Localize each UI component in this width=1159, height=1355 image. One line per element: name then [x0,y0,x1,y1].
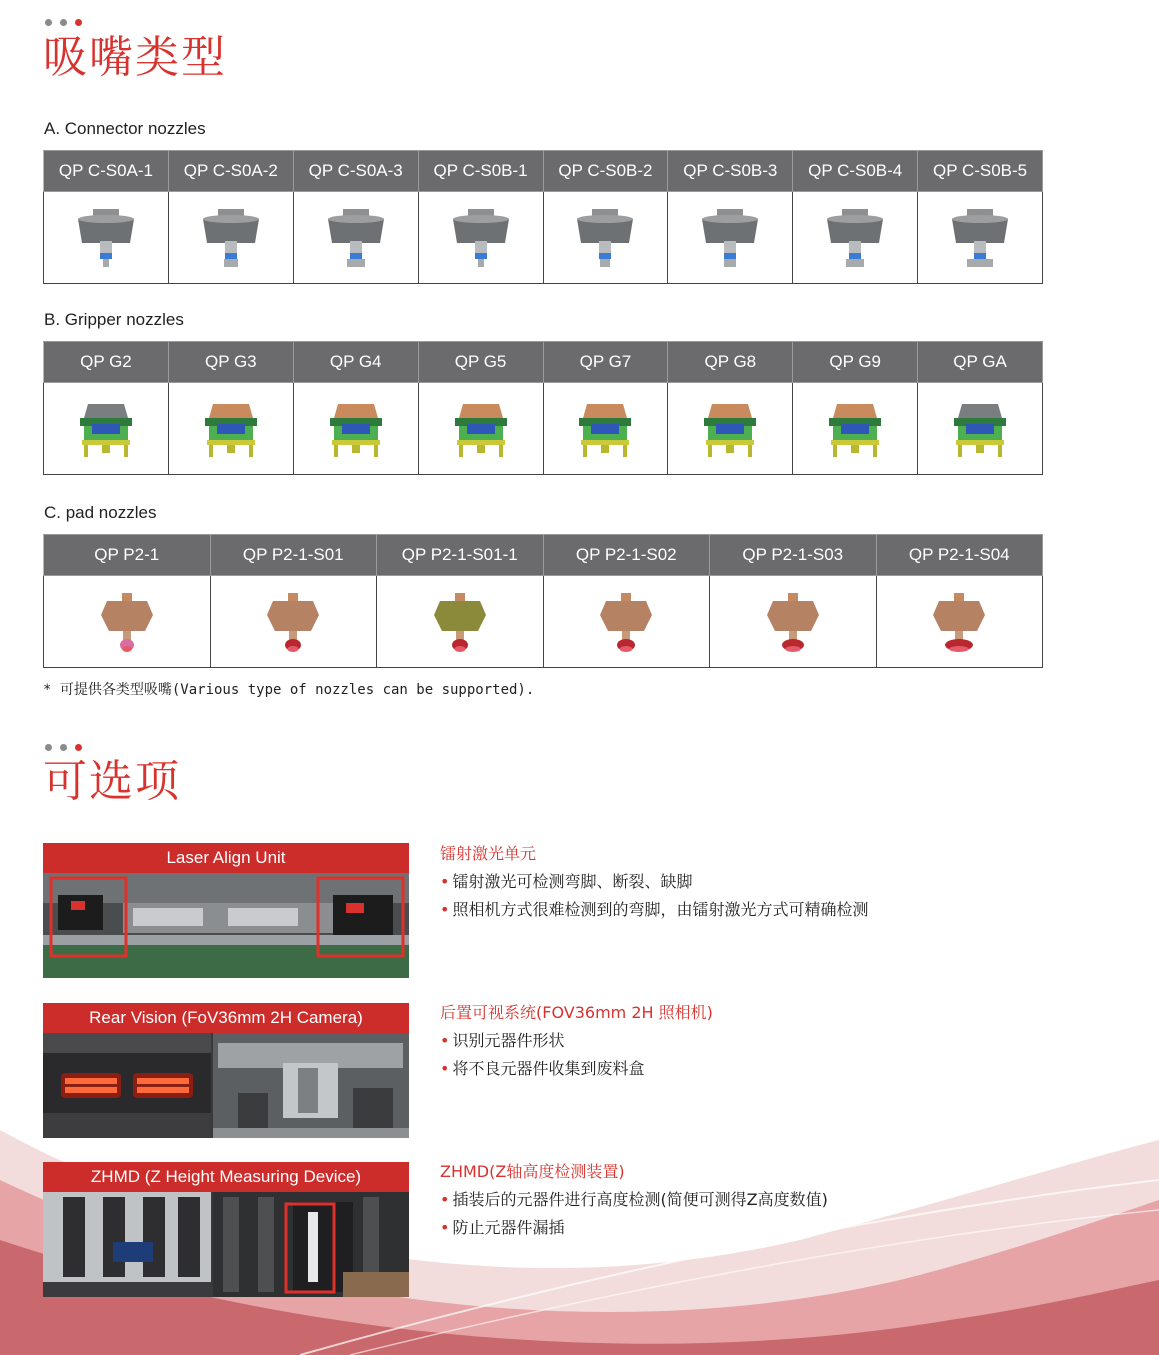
nozzle-image-cell [293,192,418,284]
nozzle-image-cell [44,192,169,284]
option-bullet: • 照相机方式很难检测到的弯脚，由镭射激光方式可精确检测 [440,896,868,924]
laser-align-description [440,840,868,924]
connector-nozzle-image [66,203,146,273]
zhmd-description [440,1158,828,1242]
connector-nozzle-image [815,203,895,273]
option-title: 后置可视系统(FOV36mm 2H 照相机) [440,1003,713,1022]
pad-nozzle-image [753,587,833,657]
connector-nozzle-image [191,203,271,273]
connector-nozzle-table [43,150,1043,284]
rear-vision-description [440,999,713,1083]
nozzle-image-cell [44,383,169,475]
pad-nozzle-image [253,587,333,657]
pad-nozzle-image [919,587,999,657]
option-header: Laser Align Unit [43,843,409,873]
nozzle-image-cell [668,192,793,284]
option-bullet: • 插装后的元器件进行高度检测(简便可测得Z高度数值) [440,1186,828,1214]
section-dots [45,744,82,751]
nozzle-image-cell [168,383,293,475]
pad-nozzle-table [43,534,1043,668]
nozzle-image-cell [668,383,793,475]
connector-nozzle-image [690,203,770,273]
nozzle-image-cell [543,576,710,668]
gripper-group-label: B. Gripper nozzles [44,310,184,329]
nozzle-name: QP C-S0A-1 [44,151,169,192]
connector-nozzle-image [441,203,521,273]
gripper-nozzle-image [66,394,146,464]
connector-group-label: A. Connector nozzles [44,119,206,138]
nozzle-image-cell [710,576,877,668]
nozzle-name: QP C-S0A-3 [293,151,418,192]
nozzle-name: QP GA [918,342,1043,383]
gripper-nozzle-image [565,394,645,464]
nozzle-image-cell [918,192,1043,284]
section-dots [45,19,82,26]
nozzle-name: QP G7 [543,342,668,383]
nozzle-image-cell [876,576,1043,668]
nozzle-image-cell [293,383,418,475]
nozzle-name: QP G5 [418,342,543,383]
nozzle-name: QP C-S0A-2 [168,151,293,192]
nozzle-image-cell [210,576,377,668]
option-bullet: • 防止元器件漏插 [440,1214,828,1242]
nozzle-name: QP P2-1-S04 [876,535,1043,576]
nozzle-image-cell [543,192,668,284]
connector-nozzle-image [316,203,396,273]
nozzle-image-cell [44,576,211,668]
nozzle-name: QP G2 [44,342,169,383]
nozzle-name: QP P2-1-S03 [710,535,877,576]
gripper-nozzle-table [43,341,1043,475]
nozzle-image-cell [418,192,543,284]
laser-align-photo [43,873,409,978]
option-title: 镭射激光单元 [440,844,537,863]
gripper-nozzle-image [441,394,521,464]
connector-nozzle-image [940,203,1020,273]
nozzle-name: QP C-S0B-3 [668,151,793,192]
gripper-nozzle-image [940,394,1020,464]
pad-nozzle-image [87,587,167,657]
option-title: ZHMD(Z轴高度检测装置) [440,1162,625,1181]
zhmd-photo [43,1192,409,1297]
options-section-title: 可选项 [43,756,181,807]
nozzle-name: QP C-S0B-4 [793,151,918,192]
nozzle-image-cell [543,383,668,475]
gripper-nozzle-image [316,394,396,464]
rear-vision-photo [43,1033,409,1138]
zhmd-panel [43,1162,409,1297]
nozzle-name: QP G8 [668,342,793,383]
nozzle-image-cell [418,383,543,475]
nozzle-name: QP C-S0B-2 [543,151,668,192]
nozzle-image-cell [793,192,918,284]
option-bullet: • 将不良元器件收集到废料盒 [440,1055,713,1083]
footnote: * 可提供各类型吸嘴(Various type of nozzles can be supported). [43,682,535,698]
nozzle-name: QP P2-1-S01-1 [377,535,544,576]
nozzle-name: QP C-S0B-5 [918,151,1043,192]
pad-nozzle-image [420,587,500,657]
rear-vision-panel [43,1003,409,1138]
option-header: Rear Vision (FoV36mm 2H Camera) [43,1003,409,1033]
nozzle-image-cell [377,576,544,668]
nozzle-name: QP C-S0B-1 [418,151,543,192]
nozzle-name: QP G3 [168,342,293,383]
nozzle-image-cell [793,383,918,475]
nozzle-name: QP G4 [293,342,418,383]
option-header: ZHMD (Z Height Measuring Device) [43,1162,409,1192]
nozzle-section-title: 吸嘴类型 [43,32,227,83]
nozzle-name: QP P2-1-S02 [543,535,710,576]
laser-align-panel [43,843,409,978]
nozzle-name: QP G9 [793,342,918,383]
gripper-nozzle-image [690,394,770,464]
pad-group-label: C. pad nozzles [44,503,157,522]
nozzle-name: QP P2-1 [44,535,211,576]
connector-nozzle-image [565,203,645,273]
option-bullet: • 识别元器件形状 [440,1027,713,1055]
option-bullet: • 镭射激光可检测弯脚、断裂、缺脚 [440,868,868,896]
nozzle-image-cell [168,192,293,284]
gripper-nozzle-image [815,394,895,464]
nozzle-name: QP P2-1-S01 [210,535,377,576]
gripper-nozzle-image [191,394,271,464]
pad-nozzle-image [586,587,666,657]
nozzle-image-cell [918,383,1043,475]
